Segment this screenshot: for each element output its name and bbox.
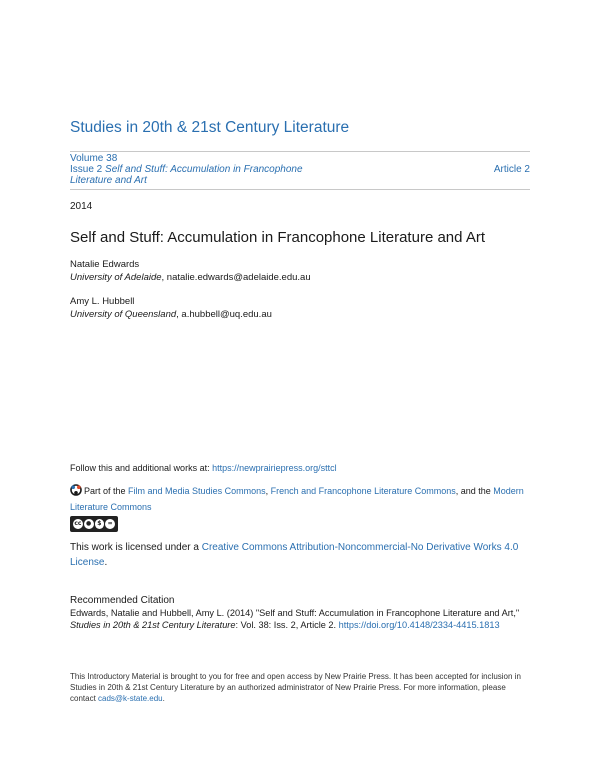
doi-link[interactable]: https://doi.org/10.4148/2334-4415.1813 [338, 620, 500, 630]
journal-title-link[interactable]: Studies in 20th & 21st Century Literature [70, 119, 350, 136]
nc-icon: $ [95, 519, 105, 529]
follow-text: Follow this and additional works at: [70, 463, 213, 473]
bottom-divider [70, 189, 530, 190]
part-of-sep-2: , and the [455, 486, 494, 496]
author-affiliation: University of Adelaide [70, 272, 162, 283]
author-email: , a.hubbell@uq.edu.au [176, 309, 272, 320]
top-divider [70, 151, 530, 152]
creative-commons-badge[interactable] [70, 516, 118, 532]
access-text: This Introductory Material is brought to you for free and open access by New Prairie Press. It has been accepted for inclusion in Studies in 20th & 21st Century Literature by an authorized administrator of New Prairie Press. For more information, please contact [70, 672, 521, 703]
author-email: , natalie.edwards@adelaide.edu.au [161, 272, 311, 283]
access-statement [70, 671, 530, 704]
nd-icon: = [105, 519, 115, 529]
article-title: Self and Stuff: Accumulation in Francophone Literature and Art [70, 229, 485, 246]
film-media-commons-link[interactable]: Film and Media Studies Commons [128, 486, 266, 496]
repository-link[interactable]: https://newprairiepress.org/sttcl [212, 463, 337, 473]
modern-literature-commons-link[interactable]: Modern Literature Commons [70, 486, 524, 512]
recommended-citation [70, 607, 530, 631]
publication-year: 2014 [70, 201, 93, 212]
article-number-link[interactable]: Article 2 [493, 164, 530, 175]
volume-issue-block [70, 153, 530, 186]
license-link[interactable]: Creative Commons Attribution-Noncommercial-No Derivative Works 4.0 License [70, 542, 519, 568]
contact-email-link[interactable]: cads@k-state.edu [98, 694, 163, 703]
part-of-commons [70, 483, 530, 515]
citation-journal: Studies in 20th & 21st Century Literature [70, 620, 236, 630]
author-block [70, 295, 272, 321]
author-affiliation: University of Queensland [70, 309, 177, 320]
issue-prefix: Issue 2 [70, 164, 106, 175]
part-of-sep-1: , [265, 486, 271, 496]
french-francophone-commons-link[interactable]: French and Francophone Literature Commons [270, 486, 456, 496]
author-block [70, 258, 311, 284]
license-suffix: . [104, 557, 108, 568]
cover-page [70, 0, 530, 776]
network-commons-icon [70, 484, 82, 496]
part-of-prefix: Part of the [84, 486, 129, 496]
license-statement [70, 540, 530, 570]
author-name: Natalie Edwards [70, 259, 140, 270]
citation-text: Edwards, Natalie and Hubbell, Amy L. (2014) "Self and Stuff: Accumulation in Francophone Literature and Art," [70, 608, 520, 618]
by-icon: ● [84, 519, 94, 529]
cc-icon: cc [74, 520, 82, 527]
recommended-citation-heading: Recommended Citation [70, 595, 175, 606]
volume-link[interactable]: Volume 38 [70, 153, 118, 164]
issue-title: Self and Stuff: Accumulation in Francophone Literature and Art [70, 164, 303, 186]
follow-line [70, 463, 337, 473]
license-prefix: This work is licensed under a [70, 542, 202, 553]
author-name: Amy L. Hubbell [70, 296, 135, 307]
issue-link[interactable] [70, 164, 303, 186]
citation-details: : Vol. 38: Iss. 2, Article 2. [235, 620, 339, 630]
access-end: . [162, 694, 165, 703]
